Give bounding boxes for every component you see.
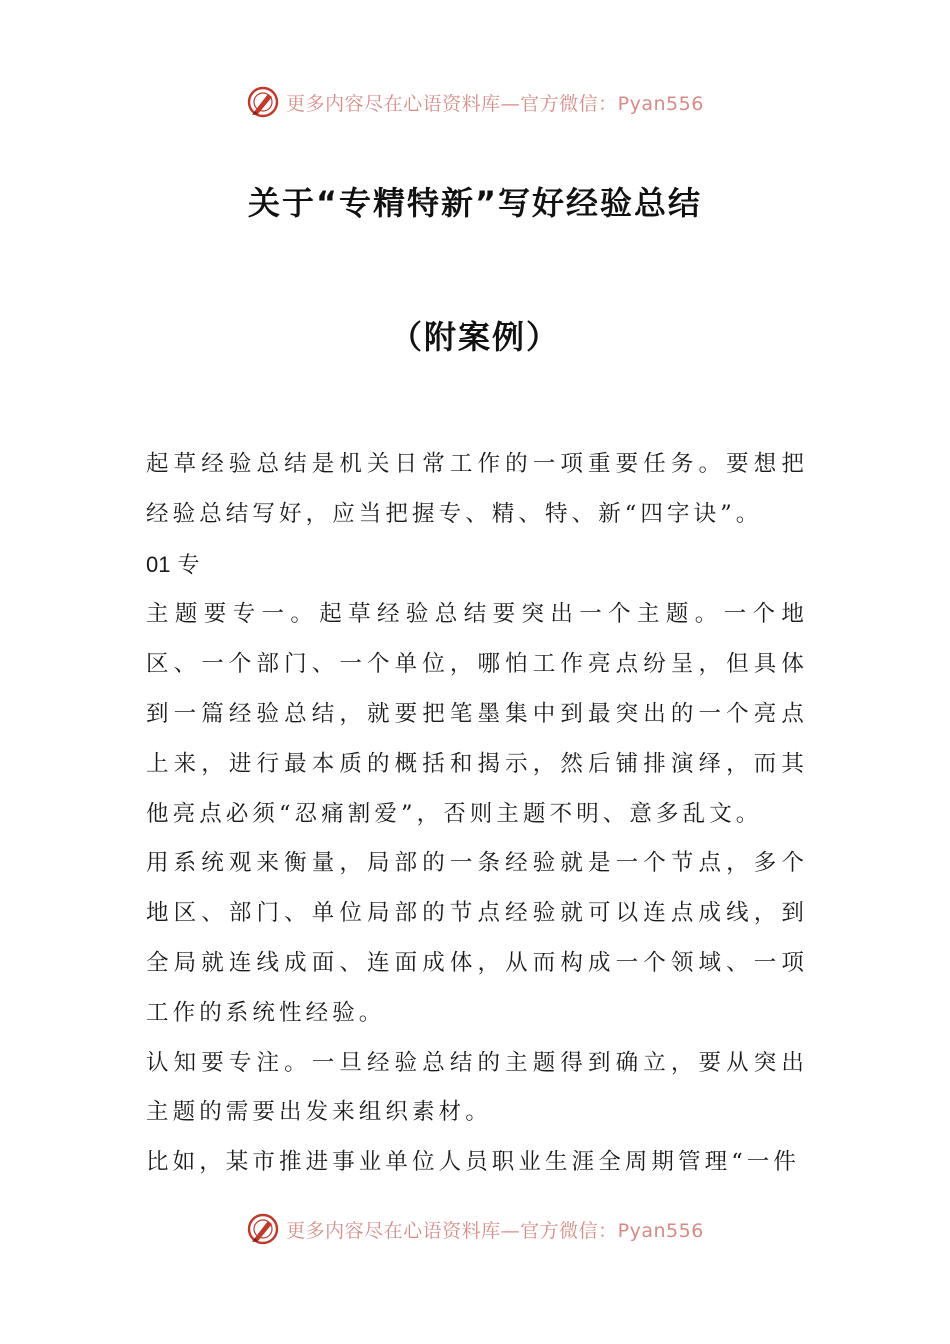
document-body xyxy=(146,440,808,1188)
pen-logo-icon xyxy=(246,85,280,119)
section-number: 01 xyxy=(146,551,171,577)
banner-text: 更多内容尽在心语资料库—官方微信：Pyan556 xyxy=(286,92,704,115)
body-paragraph: 用系统观来衡量，局部的一条经验就是一个节点，多个地区、部门、单位局部的节点经验就可以连点成线，到全局就连线成面、连面成体，从而构成一个领域、一项工作的系统性经验。 xyxy=(146,850,808,1026)
intro-paragraph: 起草经验总结是机关日常工作的一项重要任务。要想把经验总结写好，应当把握专、精、特、新“四字诀”。 xyxy=(146,451,808,527)
body-paragraph: 认知要专注。一旦经验总结的主题得到确立，要从突出主题的需要出发来组织素材。 xyxy=(146,1049,808,1126)
header-banner xyxy=(0,84,950,120)
document-title: 关于“专精特新”写好经验总结 xyxy=(247,184,703,222)
section-heading xyxy=(146,540,808,591)
body-paragraph: 主题要专一。起草经验总结要突出一个主题。一个地区、一个部门、一个单位，哪怕工作亮点纷呈，但具体到一篇经验总结，就要把笔墨集中到最突出的一个亮点上来，进行最本质的概括和揭示，然后铺排演绎，而其他亮点必须“忍痛割爱”，否则主题不明、意多乱文。 xyxy=(146,601,808,827)
footer-banner xyxy=(0,1211,950,1247)
section-heading-text: 专 xyxy=(177,552,200,578)
body-paragraph: 比如，某市推进事业单位人员职业生涯全周期管理“一件 xyxy=(146,1149,801,1176)
pen-logo-icon xyxy=(246,1212,280,1246)
wechat-id: Pyan556 xyxy=(617,92,704,115)
document-subtitle: （附案例） xyxy=(389,318,560,356)
banner-text: 更多内容尽在心语资料库—官方微信：Pyan556 xyxy=(286,1219,704,1242)
wechat-id: Pyan556 xyxy=(617,1219,704,1242)
